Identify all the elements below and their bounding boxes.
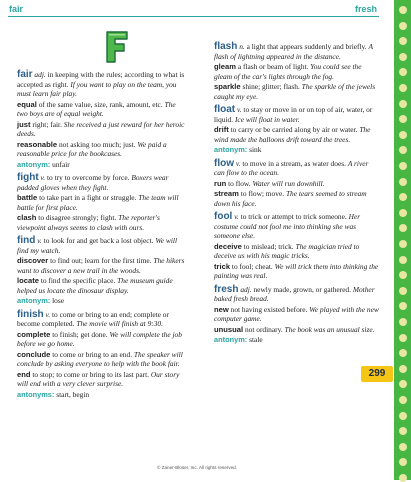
synonym-run: run to flow. Water will run downhill. (214, 178, 325, 188)
synonym-sparkle: sparkle shine; glitter; flash. The sparkle of the jewels caught my eye. (214, 82, 376, 101)
strip-dot (399, 302, 407, 310)
strip-dot (399, 365, 407, 373)
strip-dot (399, 224, 407, 232)
strip-dot (399, 287, 407, 295)
entry-flash: flash n. a light that appears suddenly and briefly. A flash of lightning appeared in the distance. gleam a flash or beam of light. You could see the gleam of the car's lights through the fog. sparkle shine; glitter; flash. The sparkle of the jewels caught my eye. (214, 42, 379, 101)
strip-dot (399, 396, 407, 404)
part-of-speech: adj. (34, 70, 46, 79)
strip-dot (399, 84, 407, 92)
synonym-clash: clash to disagree strongly; fight. The reporter's viewpoint always seems to clash with ours. (17, 213, 160, 232)
synonym-locate: locate to find the specific place. The museum guide helped us locate the dinosaur display. (17, 276, 173, 295)
antonym-line: antonym: unfair (17, 159, 70, 169)
strip-dot (399, 22, 407, 30)
synonym-trick: trick to fool; cheat. We will trick them into thinking the painting was real. (214, 261, 379, 280)
letter-f-logo (104, 30, 130, 64)
synonym-discover: discover to find out; learn for the first time. The hikers want to discover a new trail in the woods. (17, 256, 185, 275)
strip-dot (399, 68, 407, 76)
antonym-line: antonym: stale (214, 335, 263, 344)
copyright-line: © Zaner-Bloser, Inc. All rights reserved. (157, 465, 237, 470)
side-dot-strip (394, 0, 411, 480)
strip-dot (399, 100, 407, 108)
synonym-deceive: deceive to mislead; trick. The magician tried to deceive us with his magic tricks. (214, 241, 360, 260)
synonym-unusual: unusual not ordinary. The book was an unusual size. (214, 324, 375, 334)
antonym-line: antonyms: start, begin (17, 389, 90, 399)
strip-dot (399, 53, 407, 61)
right-column (214, 42, 379, 349)
synonym-drift: drift to carry or be carried along by air or water. The wind made the balloons drift toward the trees. (214, 125, 371, 144)
entry-find: find v. to look for and get back a lost object. We will find my watch. discover to find out; learn for the first time. The hikers want to discover a new trail in the woods. locate to find the specific place. The museum guide helped us locate the dinosaur display. antonym: lose (17, 236, 188, 306)
strip-dot (399, 37, 407, 45)
headword: flow (214, 157, 234, 169)
left-column (17, 70, 188, 403)
strip-dot (399, 146, 407, 154)
strip-dot (399, 240, 407, 248)
strip-dot (399, 458, 407, 466)
strip-dot (399, 115, 407, 123)
strip-dot (399, 209, 407, 217)
synonym-complete: complete to finish; get done. We will complete the job before we go home. (17, 329, 182, 348)
strip-dot (399, 443, 407, 451)
strip-dot (399, 193, 407, 201)
synonym-just: just right; fair. She received a just reward for her heroic deeds. (17, 119, 185, 138)
strip-dot (399, 162, 407, 170)
synonym-conclude: conclude to come or bring to an end. The speaker will conclude by asking everyone to help with the book fair. (17, 349, 183, 368)
entry-finish: finish v. to come or bring to an end; complete or become completed. The movie will finish at 9:30. complete to finish; get done. We will complete the job before we go home. conclude to come or bring to an end. The speaker will conclude by asking everyone to help with the book fair. end to stop; to come or bring to its last part. Our story will end with a very clever surprise. antonyms: start, begin (17, 310, 188, 400)
strip-dot (399, 256, 407, 264)
synonym-gleam: gleam a flash or beam of light. You could see the gleam of the car's lights through the fog. (214, 62, 362, 81)
strip-dot (399, 412, 407, 420)
headword: flash (214, 41, 238, 52)
strip-dot (399, 318, 407, 326)
page-number: 299 (361, 366, 393, 382)
header-rule (8, 16, 379, 17)
definition: in keeping with the rules; according to what is accepted as right. (17, 70, 185, 89)
headword: fair (17, 69, 33, 80)
headword: finish (17, 308, 44, 320)
strip-dot (399, 474, 407, 482)
antonym-line: antonym: sink (214, 145, 262, 154)
strip-dot (399, 178, 407, 186)
strip-dot (399, 334, 407, 342)
headword: find (17, 235, 36, 246)
synonym-equal: equal of the same value, size, rank, amount, etc. The two boys are of equal weight. (17, 99, 176, 118)
headword: fool (214, 211, 233, 222)
strip-dot (399, 131, 407, 139)
synonym-reasonable: reasonable not asking too much; just. We paid a reasonable price for the bookcases. (17, 139, 167, 158)
synonym-stream: stream to flow; move. The tears seemed to stream down his face. (214, 189, 367, 208)
strip-dot (399, 271, 407, 279)
example: If you want to play on the team, you must learn fair play. (17, 79, 177, 98)
synonym-new: new not having existed before. We played with the new computer game. (214, 304, 379, 323)
header-guide-word-left: fair (9, 4, 24, 14)
synonym-end: end to stop; to come or bring to its last part. Our story will end with a very clever surprise. (17, 369, 180, 388)
strip-dot (399, 380, 407, 388)
strip-dot (399, 349, 407, 357)
headword: fresh (214, 283, 239, 295)
entry-fight: fight v. to try to overcome by force. Boxers wear padded gloves when they fight. battle to take part in a fight or struggle. The team will battle for first place. clash to disagree strongly; fight. The reporter's viewpoint always seems to clash with ours. (17, 173, 188, 232)
entry-flow: flow v. to move in a stream, as water does. A river can flow to the ocean. run to flow. Water will run downhill. stream to flow; move. The tears seemed to stream down his face. (214, 159, 379, 209)
entry-float: float v. to stay or move in or on top of air, water, or liquid. Ice will float in water. drift to carry or be carried along by air or water. The wind made the balloons drift toward the trees. antonym: sink (214, 105, 379, 155)
entry-fool: fool v. to trick or attempt to trick someone. Her costume could not fool me into thinking she was someone else. deceive to mislead; trick. The magician tried to deceive us with his magic tricks. trick to fool; cheat. We will trick them into thinking the painting was real. (214, 211, 379, 280)
headword: fight (17, 172, 39, 183)
synonym-battle: battle to take part in a fight or struggle. The team will battle for first place. (17, 193, 179, 212)
strip-dot (399, 6, 407, 14)
entry-fair (17, 70, 188, 169)
headword: float (214, 104, 236, 115)
header-guide-word-right: fresh (354, 4, 377, 14)
strip-dot (399, 427, 407, 435)
antonym-line: antonym: lose (17, 296, 65, 305)
entry-fresh: fresh adj. newly made, grown, or gathered. Mother baked fresh bread. new not having existed before. We played with the new computer game. unusual not ordinary. The book was an unusual size. antonym: stale (214, 283, 379, 344)
